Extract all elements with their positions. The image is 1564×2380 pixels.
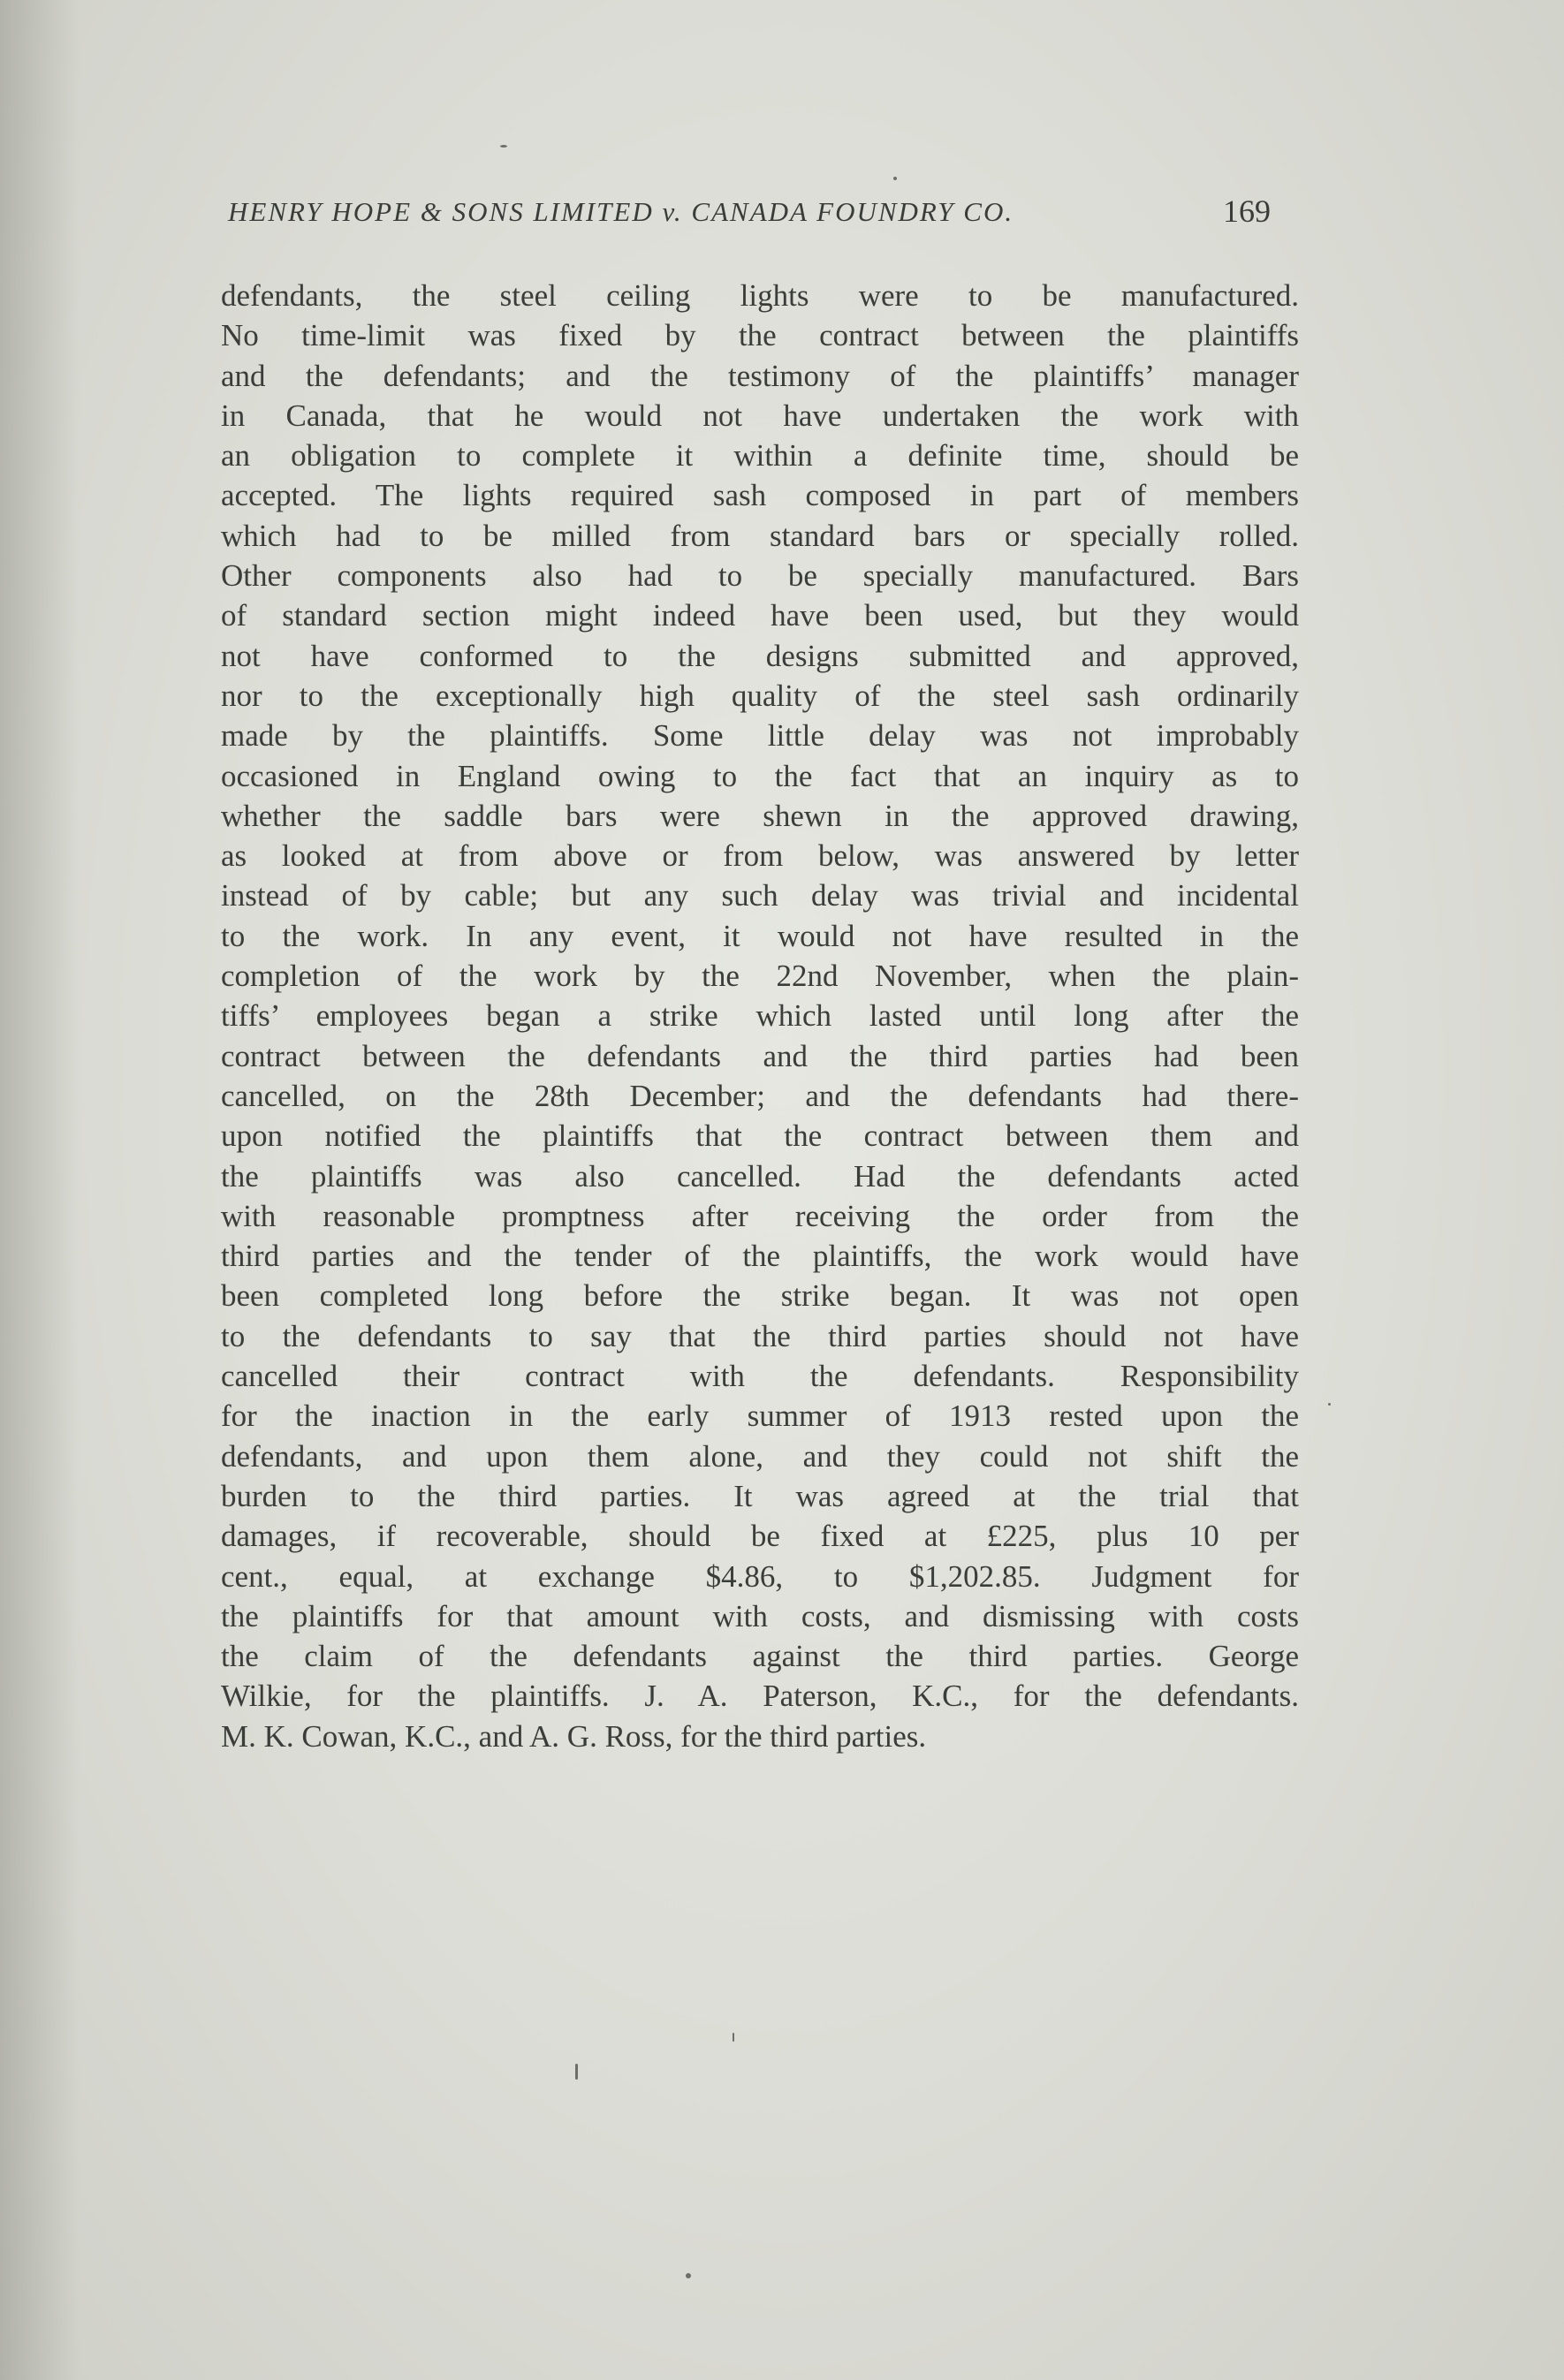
text-line: tiffs’ employees began a strike which lasted until long after the bbox=[221, 998, 1299, 1034]
page-number: 169 bbox=[1223, 193, 1271, 229]
paper-speck bbox=[1328, 1403, 1331, 1406]
text-line: accepted. The lights required sash composed in part of members bbox=[221, 478, 1299, 513]
paper-speck bbox=[733, 2033, 734, 2042]
spine-shadow bbox=[0, 0, 80, 2380]
text-line: the plaintiffs was also cancelled. Had the defendants acted bbox=[221, 1158, 1299, 1194]
paper-speck bbox=[893, 177, 897, 180]
text-line: to the defendants to say that the third parties should not have bbox=[221, 1318, 1299, 1353]
text-line: contract between the defendants and the third parties had been bbox=[221, 1038, 1299, 1073]
text-line: burden to the third parties. It was agreed at the trial that bbox=[221, 1478, 1299, 1513]
text-line: cent., equal, at exchange $4.86, to $1,202.85. Judgment for bbox=[221, 1558, 1299, 1594]
text-line: of standard section might indeed have been used, but they would bbox=[221, 598, 1299, 633]
text-line: upon notified the plaintiffs that the contract between them and bbox=[221, 1118, 1299, 1154]
text-line: defendants, the steel ceiling lights were to be manufactured. bbox=[221, 278, 1299, 313]
text-line: No time-limit was fixed by the contract between the plaintiffs bbox=[221, 318, 1299, 353]
paper-speck bbox=[500, 145, 507, 148]
text-line: Other components also had to be specially manufactured. Bars bbox=[221, 558, 1299, 594]
text-line: and the defendants; and the testimony of the plaintiffs’ manager bbox=[221, 358, 1299, 393]
text-line: not have conformed to the designs submitted and approved, bbox=[221, 638, 1299, 673]
text-line: occasioned in England owing to the fact that an inquiry as to bbox=[221, 758, 1299, 793]
text-line: defendants, and upon them alone, and they could not shift the bbox=[221, 1438, 1299, 1474]
paper-speck bbox=[686, 2273, 691, 2278]
page-header bbox=[228, 193, 1271, 242]
text-line: to the work. In any event, it would not have resulted in the bbox=[221, 918, 1299, 953]
text-line: an obligation to complete it within a definite time, should be bbox=[221, 438, 1299, 474]
text-line: M. K. Cowan, K.C., and A. G. Ross, for the third parties. bbox=[221, 1718, 927, 1754]
text-line: in Canada, that he would not have undertaken the work with bbox=[221, 398, 1299, 433]
text-line: whether the saddle bars were shewn in the approved drawing, bbox=[221, 798, 1299, 833]
text-line: as looked at from above or from below, was answered by letter bbox=[221, 838, 1299, 874]
text-line: instead of by cable; but any such delay was trivial and incidental bbox=[221, 878, 1299, 913]
text-line: with reasonable promptness after receiving the order from the bbox=[221, 1198, 1299, 1233]
text-line: the plaintiffs for that amount with costs, and dismissing with costs bbox=[221, 1598, 1299, 1633]
text-line: damages, if recoverable, should be fixed at £225, plus 10 per bbox=[221, 1519, 1299, 1554]
body-text bbox=[221, 276, 1299, 1756]
text-line: for the inaction in the early summer of 1913 rested upon the bbox=[221, 1398, 1299, 1434]
text-line: nor to the exceptionally high quality of the steel sash ordinarily bbox=[221, 678, 1299, 713]
text-line: completion of the work by the 22nd November, when the plain- bbox=[221, 959, 1299, 994]
text-line: the claim of the defendants against the third parties. George bbox=[221, 1639, 1299, 1674]
paper-speck bbox=[575, 2064, 578, 2080]
text-line: which had to be milled from standard bars or specially rolled. bbox=[221, 518, 1299, 553]
text-line: cancelled, on the 28th December; and the defendants had there- bbox=[221, 1078, 1299, 1113]
text-line: third parties and the tender of the plaintiffs, the work would have bbox=[221, 1239, 1299, 1274]
text-line: cancelled their contract with the defendants. Responsibility bbox=[221, 1359, 1299, 1394]
running-head: HENRY HOPE & SONS LIMITED v. CANADA FOUNDRY CO. bbox=[228, 196, 1014, 227]
text-line: been completed long before the strike began. It was not open bbox=[221, 1278, 1299, 1314]
text-line: Wilkie, for the plaintiffs. J. A. Paterson, K.C., for the defendants. bbox=[221, 1679, 1299, 1714]
text-line: made by the plaintiffs. Some little delay was not improbably bbox=[221, 718, 1299, 754]
